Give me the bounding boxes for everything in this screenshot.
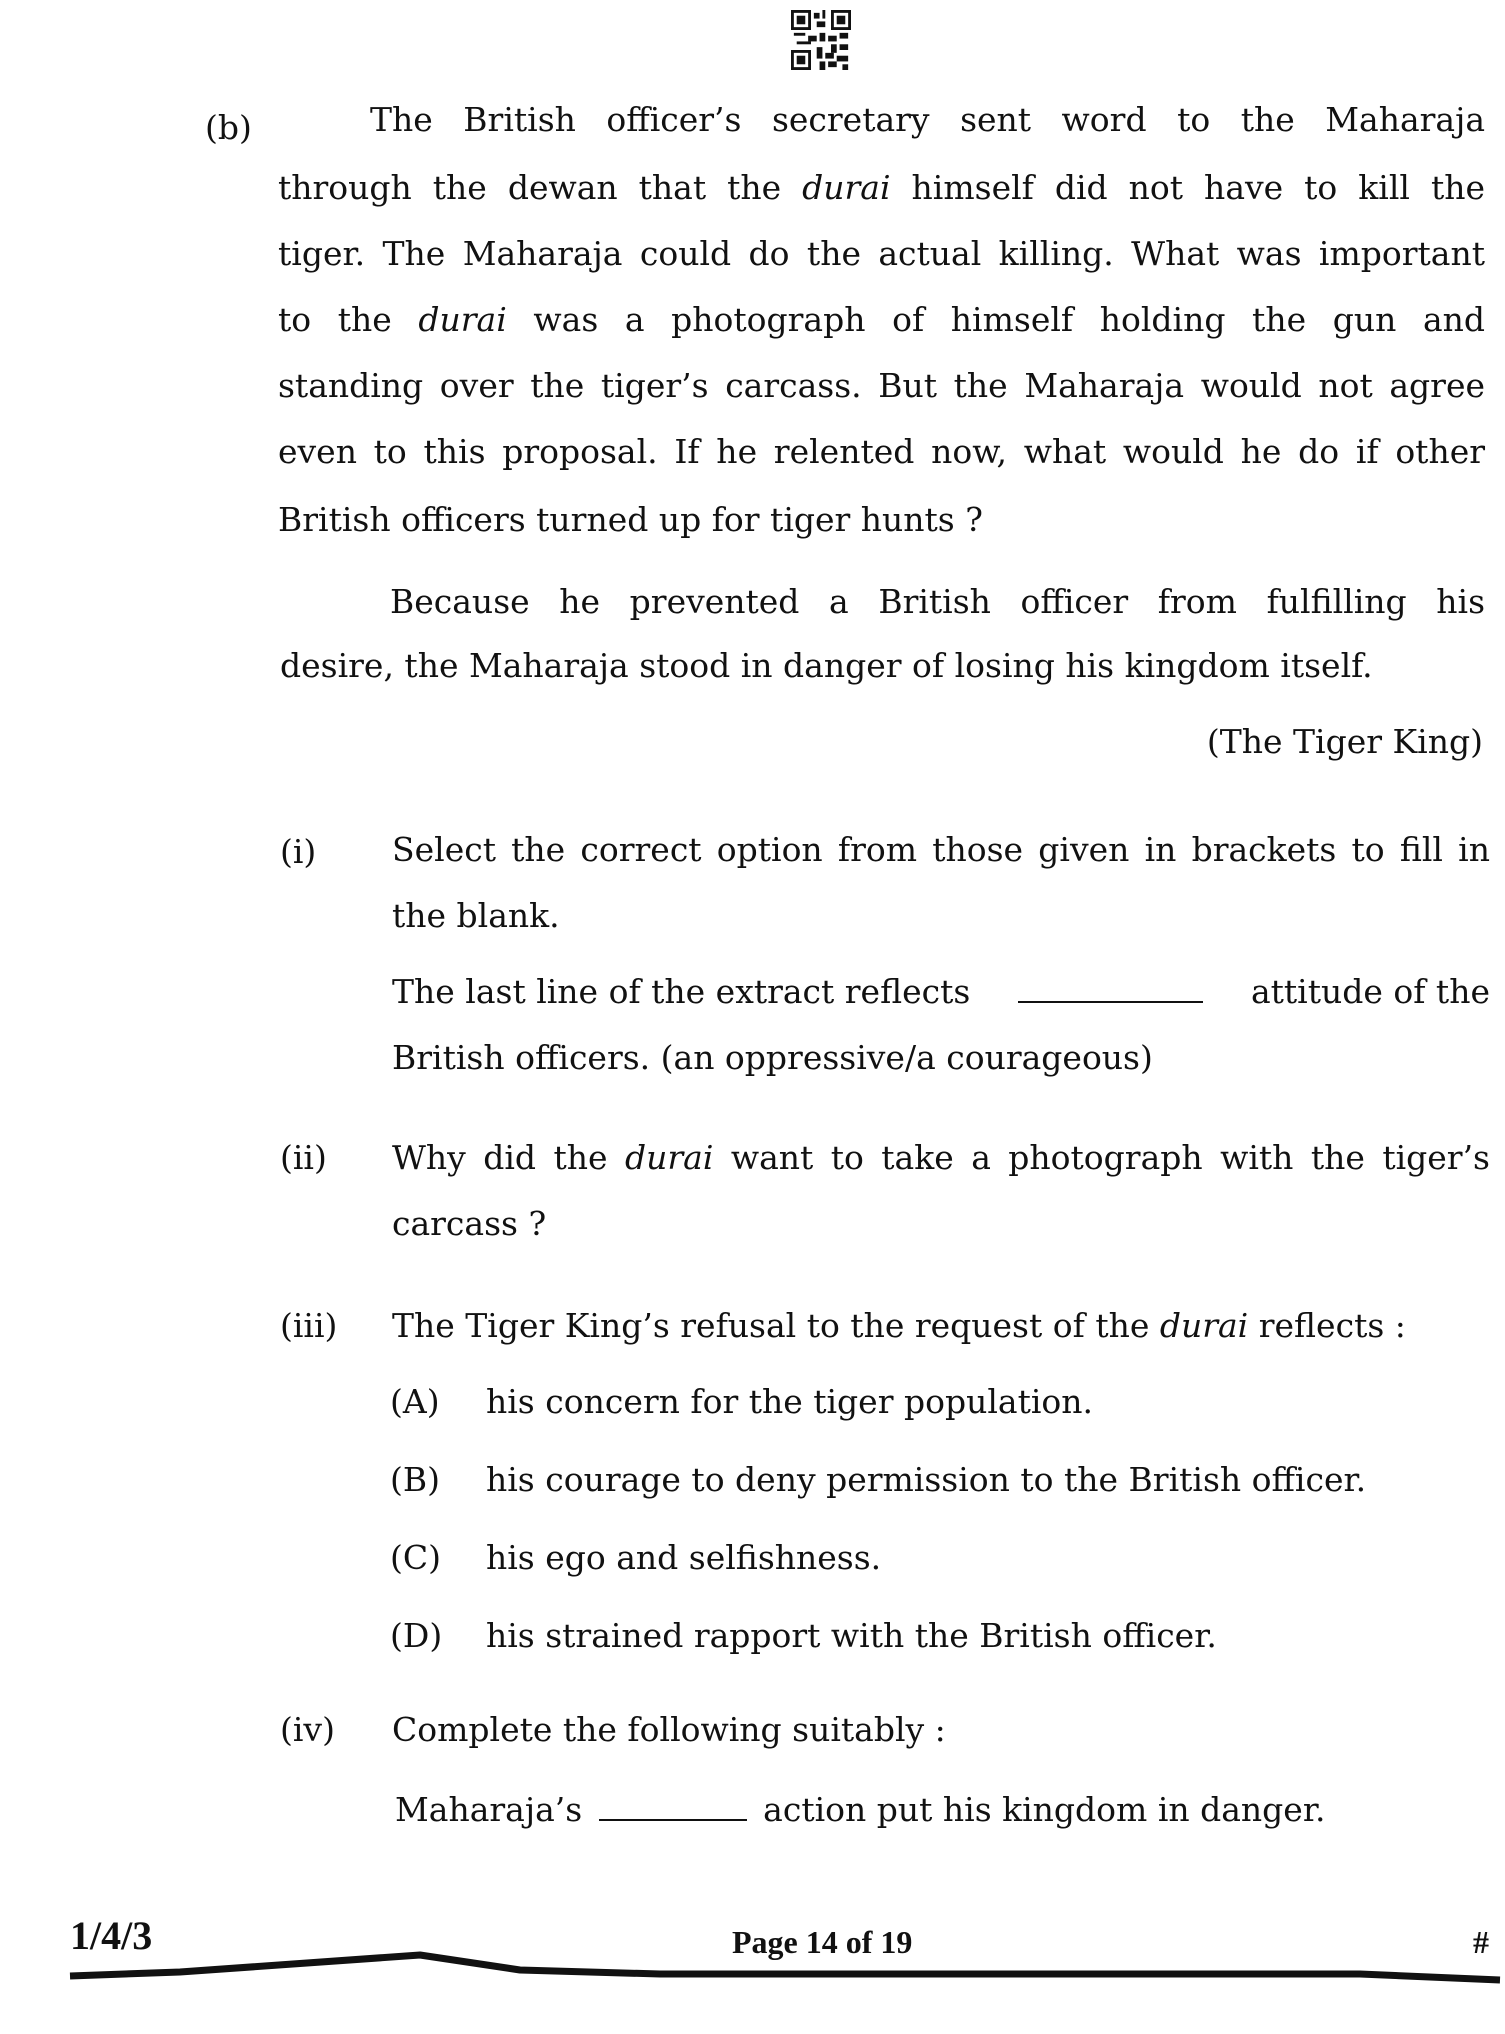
question-text: Select the correct option from those given in brackets to fill in (392, 830, 1490, 869)
italic-term: durai (418, 300, 507, 339)
option-d[interactable]: (D) his strained rapport with the British officer. (390, 1616, 1217, 1655)
italic-term: durai (1159, 1306, 1249, 1345)
extract-line: even to this proposal. If he relented now, what would he do if other (278, 432, 1485, 471)
fill-in-line: The last line of the extract reflects attitude of the (392, 972, 1490, 1011)
page-number: Page 14 of 19 (732, 1924, 913, 1960)
extract-line: standing over the tiger’s carcass. But the Maharaja would not agree (278, 366, 1485, 405)
section-label: (b) (205, 108, 252, 147)
extract-line: tiger. The Maharaja could do the actual killing. What was important (278, 234, 1485, 273)
question-text: the blank. (392, 896, 560, 935)
extract-line: Because he prevented a British officer from fulfilling his (390, 582, 1485, 621)
extract-line: The British officer’s secretary sent word to the Maharaja (370, 100, 1485, 139)
option-c[interactable]: (C) his ego and selfishness. (390, 1538, 882, 1577)
extract-line: desire, the Maharaja stood in danger of losing his kingdom itself. (280, 646, 1373, 685)
option-a[interactable]: (A) his concern for the tiger population. (390, 1382, 1094, 1421)
question-text: British officers. (an oppressive/a courageous) (392, 1038, 1153, 1077)
option-b[interactable]: (B) his courage to deny permission to the British officer. (390, 1460, 1367, 1499)
question-number: (iv) (280, 1710, 335, 1749)
qr-code-icon (790, 10, 852, 70)
answer-blank[interactable] (599, 1793, 747, 1821)
italic-term: durai (802, 168, 891, 207)
question-text: Why did the durai want to take a photograph with the tiger’s (392, 1138, 1490, 1177)
question-text: carcass ? (392, 1204, 547, 1243)
footer-rule (60, 1940, 1505, 1990)
extract-line: British officers turned up for tiger hunts ? (278, 500, 983, 539)
answer-blank[interactable] (1018, 973, 1203, 1003)
question-text: The Tiger King’s refusal to the request of the durai reflects : (392, 1306, 1406, 1345)
extract-line: to the durai was a photograph of himself holding the gun and (278, 300, 1486, 339)
paper-code: 1/4/3 (70, 1913, 153, 1958)
extract-source: (The Tiger King) (1206, 722, 1483, 761)
question-number: (iii) (280, 1306, 338, 1345)
question-text: Complete the following suitably : (392, 1710, 946, 1749)
page-mark: # (1473, 1924, 1489, 1960)
extract-line: through the dewan that the durai himself did not have to kill the (278, 168, 1485, 207)
fill-in-line: Maharaja’s action put his kingdom in danger. (395, 1790, 1326, 1829)
question-number: (ii) (280, 1138, 327, 1177)
question-number: (i) (280, 832, 317, 871)
italic-term: durai (625, 1138, 714, 1177)
